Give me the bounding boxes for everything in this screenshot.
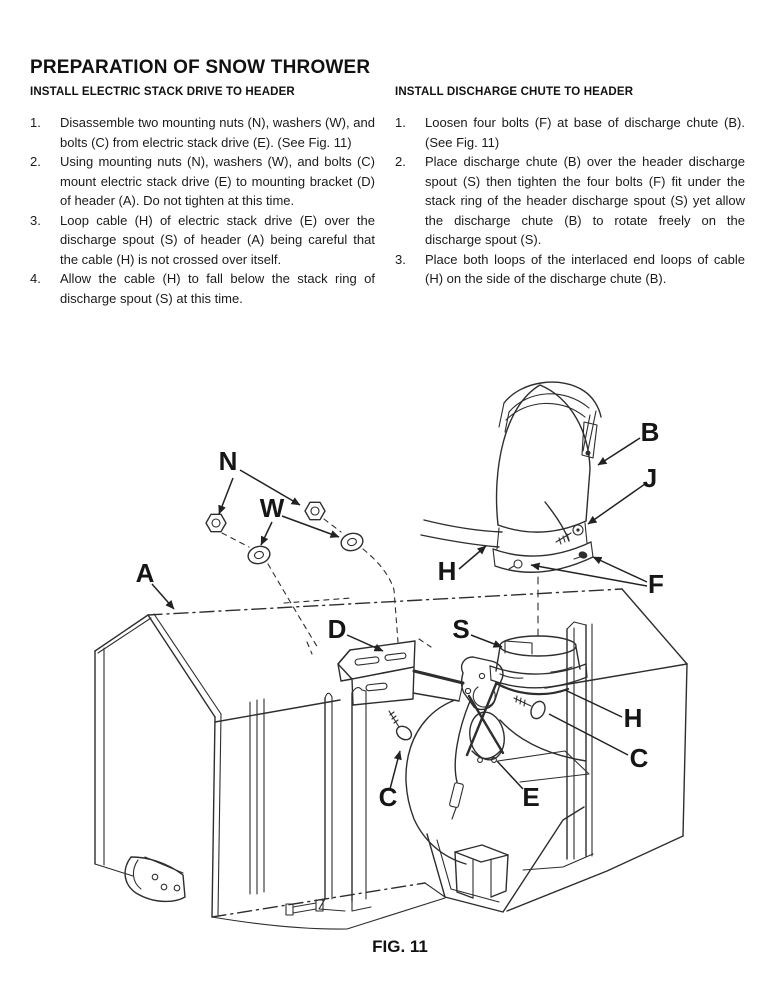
step-text: Loosen four bolts (F) at base of discharge chute (B). (See Fig. 11)	[425, 115, 745, 150]
label-e: E	[522, 782, 540, 812]
column-discharge-chute	[395, 86, 745, 308]
label-d: D	[327, 614, 347, 644]
step-text: Place discharge chute (B) over the header discharge spout (S) then tighten the four bolts (F) fit under the stack ring of the header discharge spout (S) yet allow the discharge chute (B) to rotate freely on the discharge spout (S).	[425, 154, 745, 247]
right-steps-list	[395, 113, 745, 289]
washer-icon	[246, 544, 272, 566]
drive-cable	[455, 701, 470, 782]
right-rail	[523, 622, 593, 870]
f-bolts	[509, 550, 588, 569]
discharge-chute	[421, 382, 601, 572]
list-item	[395, 250, 745, 289]
label-h-chute: H	[437, 556, 457, 586]
bolt-icon	[514, 696, 548, 721]
left-rail	[319, 688, 371, 911]
instruction-columns	[30, 86, 748, 308]
label-h-cable: H	[623, 703, 643, 733]
list-item	[395, 152, 745, 250]
hex-nut-icon	[305, 502, 325, 519]
skid-shoe	[125, 857, 185, 901]
hex-nut-icon	[206, 514, 226, 531]
label-w: W	[259, 493, 285, 523]
right-column-heading: INSTALL DISCHARGE CHUTE TO HEADER	[395, 86, 634, 98]
bolt-icon	[389, 711, 414, 743]
left-steps-list	[30, 113, 375, 308]
assembly-guide-lines	[222, 519, 538, 654]
label-c-right: C	[629, 743, 649, 773]
bottom-bracket	[286, 900, 323, 915]
list-item	[30, 152, 375, 211]
label-f: F	[648, 569, 664, 599]
snow-thrower-diagram	[0, 370, 772, 970]
step-text: Place both loops of the interlaced end loops of cable (H) on the side of the discharge chute (B).	[425, 251, 745, 286]
label-s: S	[452, 614, 470, 644]
mounting-bracket	[338, 641, 463, 705]
lower-funnel	[427, 807, 584, 912]
left-column-heading: INSTALL ELECTRIC STACK DRIVE TO HEADER	[30, 86, 295, 98]
list-item	[30, 269, 375, 308]
figure-caption: FIG. 11	[372, 937, 428, 956]
discharge-spout	[490, 636, 587, 694]
column-electric-stack-drive	[30, 86, 375, 308]
step-text: Loop cable (H) of electric stack drive (E) over the discharge spout (S) of header (A) being careful that the cable (H) is not crossed over itself.	[60, 212, 375, 267]
step-text: Using mounting nuts (N), washers (W), and bolts (C) mount electric stack drive (E) to mounting bracket (D) of header (A). Do not tighten at this time.	[60, 154, 375, 208]
step-text: Disassemble two mounting nuts (N), washers (W), and bolts (C) from electric stack drive (E). (See Fig. 11)	[60, 115, 375, 150]
step-number: 1.	[395, 115, 406, 130]
list-item	[30, 113, 375, 152]
chute-cable	[421, 502, 569, 547]
cable-connector	[449, 782, 464, 807]
step-number: 1.	[30, 115, 41, 130]
step-number: 3.	[395, 251, 406, 267]
list-item	[395, 113, 745, 152]
label-j: J	[642, 463, 658, 493]
step-text: Allow the cable (H) to fall below the stack ring of discharge spout (S) at this time.	[60, 271, 375, 306]
page-title: PREPARATION OF SNOW THROWER	[30, 56, 371, 78]
label-a: A	[135, 558, 155, 588]
label-n: N	[218, 446, 238, 476]
figure-11	[0, 370, 772, 970]
step-number: 2.	[30, 154, 41, 169]
washer-icon	[339, 531, 365, 553]
label-c-left: C	[378, 782, 398, 812]
step-number: 4.	[30, 271, 41, 286]
step-number: 2.	[395, 154, 406, 169]
label-b: B	[640, 417, 660, 447]
chute-deflector	[499, 382, 601, 458]
header-assembly	[95, 589, 687, 929]
step-number: 3.	[30, 212, 41, 228]
list-item	[30, 211, 375, 270]
